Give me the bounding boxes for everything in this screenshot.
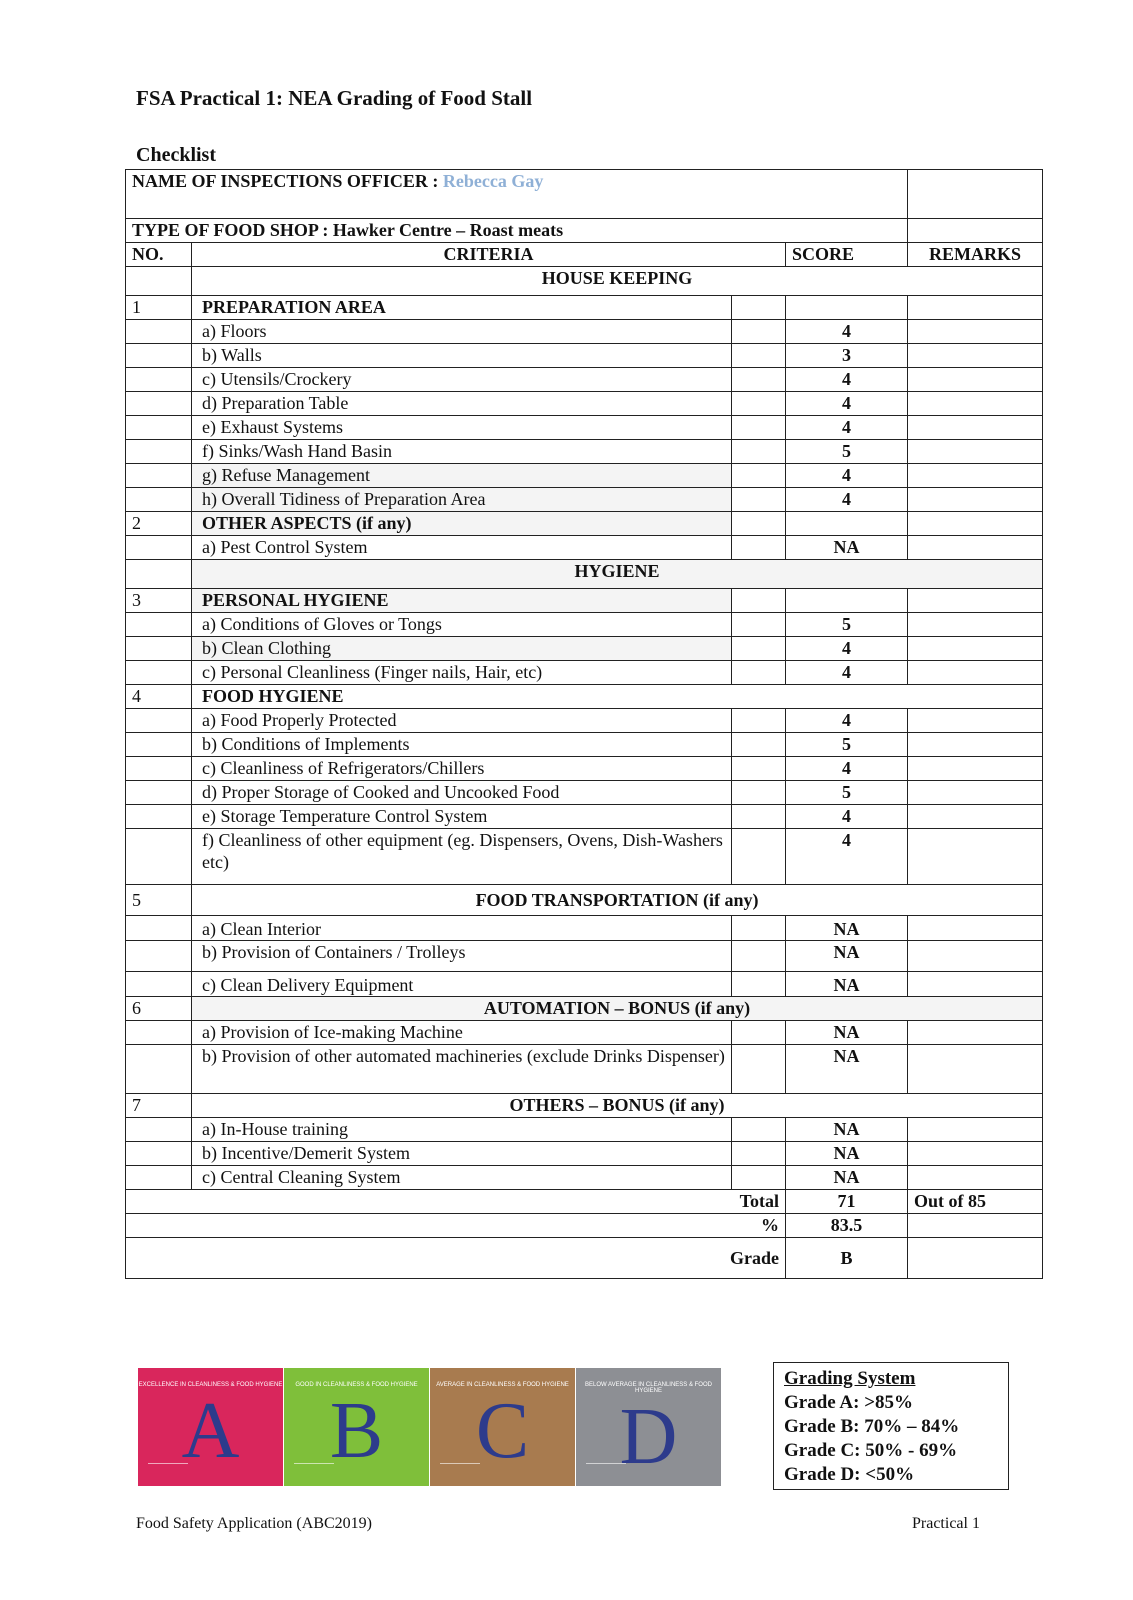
score-value: 5 — [786, 613, 908, 637]
section-number: 6 — [126, 997, 192, 1021]
section-row — [126, 1094, 1043, 1118]
grade-d-board — [576, 1368, 721, 1486]
grade-b-range: Grade B: 70% – 84% — [784, 1416, 960, 1437]
grade-b-board — [284, 1368, 429, 1486]
criteria-label: e) Storage Temperature Control System — [192, 805, 732, 829]
criteria-label: h) Overall Tidiness of Preparation Area — [192, 488, 732, 512]
score-value: NA — [786, 972, 908, 997]
criteria-row — [126, 805, 1043, 829]
criteria-row — [126, 416, 1043, 440]
board-letter: A — [181, 1387, 240, 1475]
officer-label: NAME OF INSPECTIONS OFFICER : — [132, 171, 443, 191]
score-value: 4 — [786, 464, 908, 488]
score-value: NA — [786, 536, 908, 560]
criteria-row — [126, 320, 1043, 344]
criteria-row — [126, 368, 1043, 392]
score-value: 4 — [786, 661, 908, 685]
officer-cell — [126, 170, 908, 219]
score-value: 4 — [786, 488, 908, 512]
total-row — [126, 1190, 1043, 1214]
criteria-label: f) Cleanliness of other equipment (eg. Dispensers, Ovens, Dish-Washers etc) — [192, 829, 732, 885]
grading-system-heading: Grading System — [784, 1368, 916, 1389]
criteria-row — [126, 829, 1043, 885]
board-letter: D — [619, 1393, 678, 1481]
criteria-label: c) Utensils/Crockery — [192, 368, 732, 392]
criteria-row — [126, 1045, 1043, 1094]
criteria-row — [126, 781, 1043, 805]
section-number: 1 — [126, 296, 192, 320]
criteria-label: a) Pest Control System — [192, 536, 732, 560]
header-row — [126, 243, 1043, 267]
criteria-row — [126, 1166, 1043, 1190]
criteria-row — [126, 972, 1043, 997]
section-title: FOOD TRANSPORTATION (if any) — [192, 885, 1043, 916]
score-value: 4 — [786, 757, 908, 781]
percent-row — [126, 1214, 1043, 1238]
score-value: NA — [786, 1045, 908, 1094]
checklist-heading: Checklist — [136, 144, 216, 166]
board-footer-lines — [148, 1463, 188, 1476]
criteria-row — [126, 1021, 1043, 1045]
score-value: 5 — [786, 440, 908, 464]
header-criteria: CRITERIA — [192, 243, 786, 267]
criteria-label: c) Personal Cleanliness (Finger nails, Hair, etc) — [192, 661, 732, 685]
section-title: AUTOMATION – BONUS (if any) — [192, 997, 1043, 1021]
criteria-label: b) Incentive/Demerit System — [192, 1142, 732, 1166]
board-header: AVERAGE IN CLEANLINESS & FOOD HYGIENE — [436, 1382, 569, 1388]
score-value: NA — [786, 916, 908, 941]
shop-type: TYPE OF FOOD SHOP : Hawker Centre – Roast meats — [126, 219, 908, 243]
criteria-row — [126, 637, 1043, 661]
criteria-row — [126, 464, 1043, 488]
board-letter: B — [329, 1387, 384, 1475]
criteria-row — [126, 613, 1043, 637]
grading-system-box — [773, 1362, 1009, 1490]
section-title: PREPARATION AREA — [192, 296, 732, 320]
total-remark: Out of 85 — [908, 1190, 1043, 1214]
criteria-label: d) Preparation Table — [192, 392, 732, 416]
total-value: 71 — [786, 1190, 908, 1214]
score-value: 4 — [786, 709, 908, 733]
grade-d-range: Grade D: <50% — [784, 1464, 915, 1485]
criteria-label: a) Food Properly Protected — [192, 709, 732, 733]
board-letter: C — [475, 1387, 530, 1475]
header-remarks: REMARKS — [908, 243, 1043, 267]
grade-value: B — [786, 1238, 908, 1279]
section-row — [126, 296, 1043, 320]
criteria-label: b) Clean Clothing — [192, 637, 732, 661]
section-number: 2 — [126, 512, 192, 536]
score-value: 5 — [786, 781, 908, 805]
housekeeping-heading: HOUSE KEEPING — [192, 267, 1043, 296]
criteria-row — [126, 392, 1043, 416]
section-number: 4 — [126, 685, 192, 709]
criteria-label: c) Central Cleaning System — [192, 1166, 732, 1190]
criteria-row — [126, 344, 1043, 368]
officer-name: Rebecca Gay — [442, 171, 544, 191]
criteria-label: e) Exhaust Systems — [192, 416, 732, 440]
score-value: 4 — [786, 829, 908, 885]
score-value: 3 — [786, 344, 908, 368]
criteria-row — [126, 661, 1043, 685]
criteria-label: b) Conditions of Implements — [192, 733, 732, 757]
score-value: NA — [786, 1142, 908, 1166]
criteria-row — [126, 941, 1043, 972]
grade-c-range: Grade C: 50% - 69% — [784, 1440, 958, 1461]
criteria-row — [126, 709, 1043, 733]
section-row — [126, 589, 1043, 613]
criteria-row — [126, 440, 1043, 464]
section-title: OTHER ASPECTS (if any) — [192, 512, 732, 536]
criteria-label: a) Provision of Ice-making Machine — [192, 1021, 732, 1045]
section-row — [126, 685, 1043, 709]
criteria-row — [126, 1118, 1043, 1142]
criteria-label: b) Walls — [192, 344, 732, 368]
criteria-label: d) Proper Storage of Cooked and Uncooked Food — [192, 781, 732, 805]
housekeeping-row — [126, 267, 1043, 296]
page-title: FSA Practical 1: NEA Grading of Food Stall — [136, 86, 533, 110]
criteria-row — [126, 488, 1043, 512]
criteria-label: a) Conditions of Gloves or Tongs — [192, 613, 732, 637]
board-header: GOOD IN CLEANLINESS & FOOD HYGIENE — [295, 1382, 418, 1388]
score-value: NA — [786, 1118, 908, 1142]
board-footer-lines — [440, 1463, 480, 1476]
score-value: 5 — [786, 733, 908, 757]
section-row — [126, 885, 1043, 916]
criteria-label: g) Refuse Management — [192, 464, 732, 488]
percent-value: 83.5 — [786, 1214, 908, 1238]
section-title: OTHERS – BONUS (if any) — [192, 1094, 1043, 1118]
board-footer-lines — [294, 1463, 334, 1476]
checklist-table-wrapper — [125, 169, 1042, 1279]
hygiene-row — [126, 560, 1043, 589]
criteria-label: b) Provision of other automated machineries (exclude Drinks Dispenser) — [192, 1045, 732, 1094]
criteria-label: f) Sinks/Wash Hand Basin — [192, 440, 732, 464]
grade-c-board — [430, 1368, 575, 1486]
officer-row — [126, 170, 1043, 219]
score-value: 4 — [786, 320, 908, 344]
score-value: 4 — [786, 637, 908, 661]
criteria-row — [126, 1142, 1043, 1166]
footer-right: Practical 1 — [912, 1515, 980, 1532]
section-number: 3 — [126, 589, 192, 613]
score-value: 4 — [786, 368, 908, 392]
score-value: 4 — [786, 416, 908, 440]
score-value: 4 — [786, 805, 908, 829]
header-no: NO. — [126, 243, 192, 267]
section-number: 5 — [126, 885, 192, 916]
grade-label: Grade — [126, 1238, 786, 1279]
grade-row — [126, 1238, 1043, 1279]
section-title: FOOD HYGIENE — [192, 685, 1043, 709]
criteria-row — [126, 916, 1043, 941]
total-label: Total — [126, 1190, 786, 1214]
score-value: NA — [786, 941, 908, 972]
criteria-label: a) Clean Interior — [192, 916, 732, 941]
header-score: SCORE — [786, 243, 908, 267]
checklist-table — [125, 169, 1043, 1279]
score-value: NA — [786, 1021, 908, 1045]
score-value: 4 — [786, 392, 908, 416]
criteria-label: a) Floors — [192, 320, 732, 344]
criteria-row — [126, 757, 1043, 781]
footer-left: Food Safety Application (ABC2019) — [136, 1515, 372, 1532]
officer-blank — [908, 170, 1043, 219]
board-footer-lines — [586, 1463, 626, 1476]
section-number: 7 — [126, 1094, 192, 1118]
grade-a-board — [138, 1368, 283, 1486]
hygiene-heading: HYGIENE — [192, 560, 1043, 589]
score-value: NA — [786, 1166, 908, 1190]
grade-a-range: Grade A: >85% — [784, 1392, 914, 1413]
criteria-row — [126, 733, 1043, 757]
board-header: EXCELLENCE IN CLEANLINESS & FOOD HYGIENE — [138, 1382, 283, 1388]
criteria-label: c) Cleanliness of Refrigerators/Chillers — [192, 757, 732, 781]
percent-label: % — [126, 1214, 786, 1238]
section-row — [126, 512, 1043, 536]
criteria-row — [126, 536, 1043, 560]
section-title: PERSONAL HYGIENE — [192, 589, 732, 613]
grade-boards — [138, 1368, 728, 1488]
section-row — [126, 997, 1043, 1021]
criteria-label: b) Provision of Containers / Trolleys — [192, 941, 732, 972]
criteria-label: a) In-House training — [192, 1118, 732, 1142]
criteria-label: c) Clean Delivery Equipment — [192, 972, 732, 997]
shop-row — [126, 219, 1043, 243]
board-header: BELOW AVERAGE IN CLEANLINESS & FOOD HYGIENE — [585, 1382, 712, 1394]
